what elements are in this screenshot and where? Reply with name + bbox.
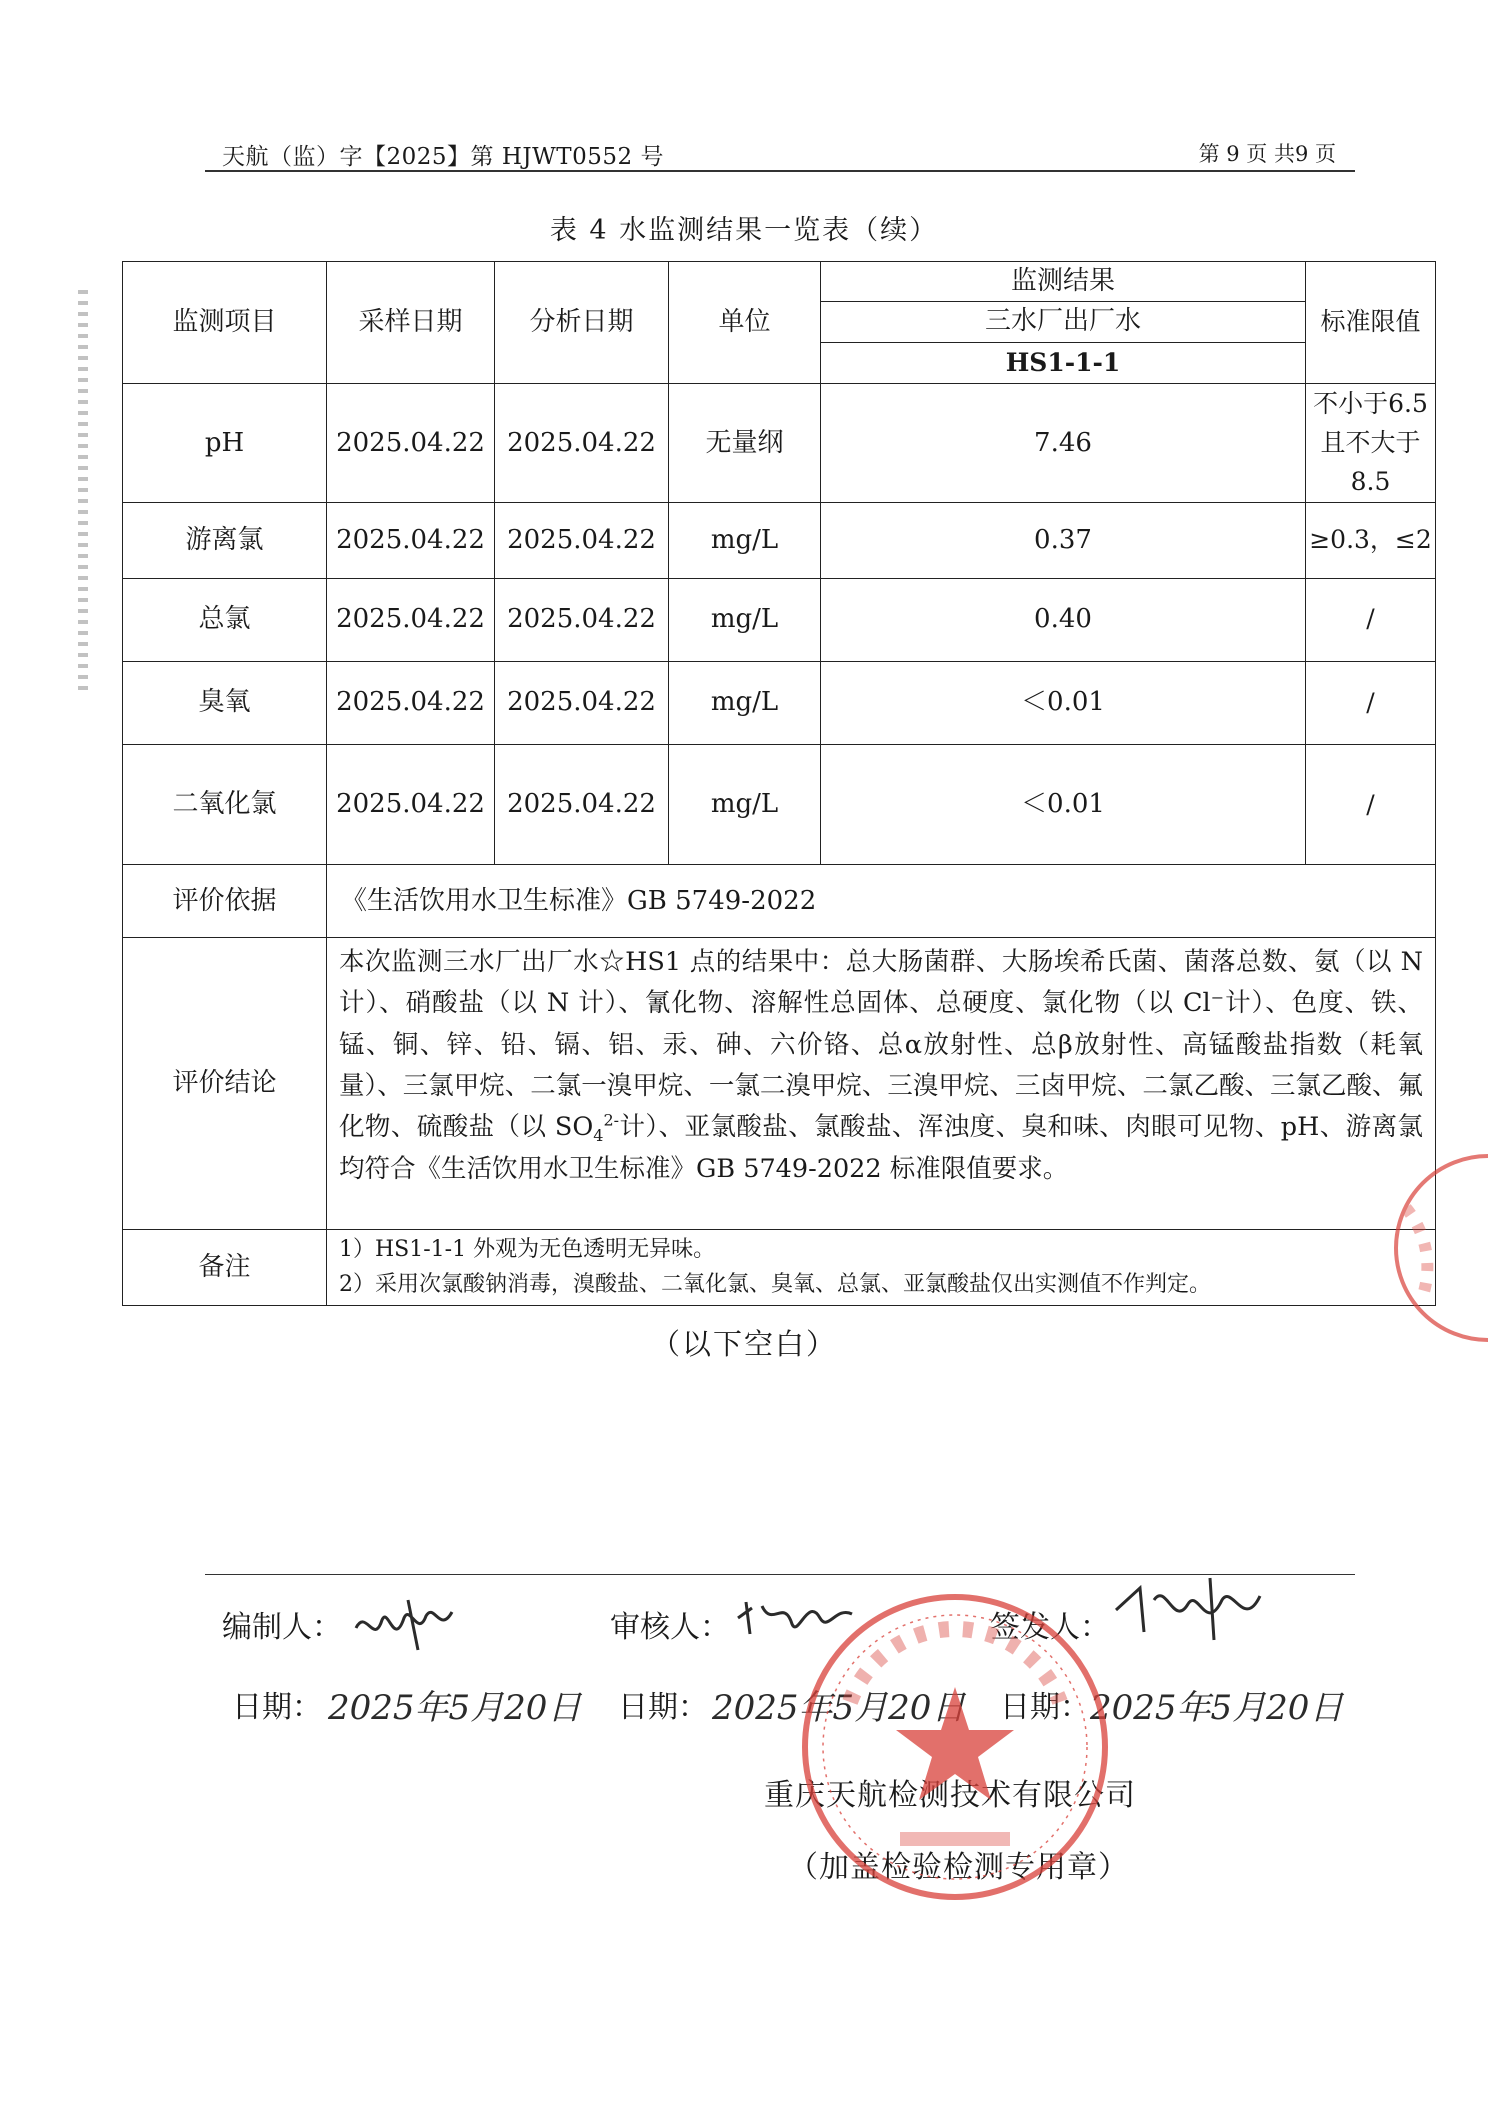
basis-label: 评价依据 xyxy=(123,865,327,938)
row-unit: mg/L xyxy=(669,745,821,865)
row-standard: / xyxy=(1306,661,1436,745)
note-item: 1）HS1-1-1 外观为无色透明无异味。 xyxy=(339,1237,716,1263)
seal-note: （加盖检验检测专用章） xyxy=(788,1850,1129,1885)
header-sample-date: 采样日期 xyxy=(327,262,495,384)
conclusion-part-b: 计）、亚氯酸盐、氯酸盐、浑浊度、臭和味、肉眼可见物、pH、游离氯均符合《生活饮用水卫生标准》GB 5749-2022 标准限值要求。 xyxy=(339,1112,1423,1185)
row-sample-date: 2025.04.22 xyxy=(327,578,495,661)
row-sample-date: 2025.04.22 xyxy=(327,503,495,579)
table-row xyxy=(123,661,1436,745)
conclusion-part-a: 本次监测三水厂出厂水☆HS1 点的结果中：总大肠菌群、大肠埃希氏菌、菌落总数、氨（以 N 计）、硝酸盐（以 N 计）、氰化物、溶解性总固体、总硬度、氯化物（以 Cl⁻计）、色度、铁、锰、铜、锌、铅、镉、铝、汞、砷、六价铬、总α放射性、总β放射性、高锰酸盐指数（耗氧量）、三氯甲烷、二氯一溴甲烷、一氯二溴甲烷、三溴甲烷、三卤甲烷、二氯乙酸、三氯乙酸、氟化物、硫酸盐（以 SO xyxy=(339,947,1423,1143)
row-unit: 无量纲 xyxy=(669,384,821,503)
row-sample-date: 2025.04.22 xyxy=(327,661,495,745)
row-item: 臭氧 xyxy=(123,661,327,745)
row-sample-date: 2025.04.22 xyxy=(327,384,495,503)
header-site: 三水厂出厂水 xyxy=(821,302,1306,342)
compiler-date-label: 日期： xyxy=(232,1690,322,1725)
conclusion-subscript: 4 xyxy=(593,1126,604,1146)
margin-binding-marks xyxy=(78,290,88,690)
header-unit: 单位 xyxy=(669,262,821,384)
reviewer-label: 审核人： xyxy=(610,1610,730,1645)
issuer-label: 签发人： xyxy=(990,1610,1110,1645)
row-item: 游离氯 xyxy=(123,503,327,579)
row-analysis-date: 2025.04.22 xyxy=(495,745,669,865)
basis-text: 《生活饮用水卫生标准》GB 5749-2022 xyxy=(327,865,1436,938)
notes-label: 备注 xyxy=(123,1229,327,1305)
conclusion-label: 评价结论 xyxy=(123,938,327,1230)
table-row xyxy=(123,745,1436,865)
row-item: 二氧化氯 xyxy=(123,745,327,865)
company-seal-stamp xyxy=(790,1582,1120,1912)
row-result: ＜0.01 xyxy=(821,745,1306,865)
issuer-date-label: 日期： xyxy=(1000,1690,1090,1725)
row-standard: / xyxy=(1306,745,1436,865)
compiler-signature xyxy=(348,1588,478,1658)
blank-note: （以下空白） xyxy=(650,1327,837,1361)
header-standard: 标准限值 xyxy=(1306,262,1436,384)
header-result: 监测结果 xyxy=(821,262,1306,302)
table-row xyxy=(123,503,1436,579)
note-item: 2）采用次氯酸钠消毒，溴酸盐、二氧化氯、臭氧、总氯、亚氯酸盐仅出实测值不作判定。 xyxy=(339,1272,1212,1298)
header-analysis-date: 分析日期 xyxy=(495,262,669,384)
row-unit: mg/L xyxy=(669,578,821,661)
row-item: pH xyxy=(123,384,327,503)
company-name: 重庆天航检测技术有限公司 xyxy=(764,1778,1136,1813)
row-result: ＜0.01 xyxy=(821,661,1306,745)
header-point: HS1-1-1 xyxy=(821,342,1306,383)
reviewer-date-label: 日期： xyxy=(618,1690,708,1725)
report-number: 天航（监）字【2025】第 HJWT0552 号 xyxy=(222,144,664,170)
row-result: 0.37 xyxy=(821,503,1306,579)
row-unit: mg/L xyxy=(669,661,821,745)
results-table xyxy=(122,261,1436,1306)
row-standard: ≥0.3，≤2 xyxy=(1306,503,1436,579)
row-analysis-date: 2025.04.22 xyxy=(495,384,669,503)
row-result: 0.40 xyxy=(821,578,1306,661)
table-title: 表 4 水监测结果一览表（续） xyxy=(549,215,939,246)
header-rule xyxy=(205,170,1355,172)
compiler-date: 2025年5月20日 xyxy=(328,1688,582,1728)
conclusion-superscript: 2- xyxy=(603,1110,620,1130)
table-row xyxy=(123,384,1436,503)
row-standard: / xyxy=(1306,578,1436,661)
conclusion-row xyxy=(123,938,1436,1230)
issuer-signature xyxy=(1110,1570,1280,1650)
reviewer-date: 2025年5月20日 xyxy=(712,1688,966,1728)
row-standard: 不小于6.5 且不大于 8.5 xyxy=(1306,384,1436,503)
row-analysis-date: 2025.04.22 xyxy=(495,578,669,661)
notes-row xyxy=(123,1229,1436,1305)
row-unit: mg/L xyxy=(669,503,821,579)
row-analysis-date: 2025.04.22 xyxy=(495,503,669,579)
row-sample-date: 2025.04.22 xyxy=(327,745,495,865)
row-item: 总氯 xyxy=(123,578,327,661)
issuer-date: 2025年5月20日 xyxy=(1090,1688,1344,1728)
header-item: 监测项目 xyxy=(123,262,327,384)
row-analysis-date: 2025.04.22 xyxy=(495,661,669,745)
row-result: 7.46 xyxy=(821,384,1306,503)
page-number: 第 9 页 共9 页 xyxy=(1198,142,1336,166)
notes-text xyxy=(327,1229,1436,1305)
compiler-label: 编制人： xyxy=(222,1610,342,1645)
basis-row xyxy=(123,865,1436,938)
edge-seal-stamp xyxy=(1302,1148,1488,1348)
conclusion-text xyxy=(327,938,1436,1230)
table-row xyxy=(123,578,1436,661)
table-header-row xyxy=(123,262,1436,302)
